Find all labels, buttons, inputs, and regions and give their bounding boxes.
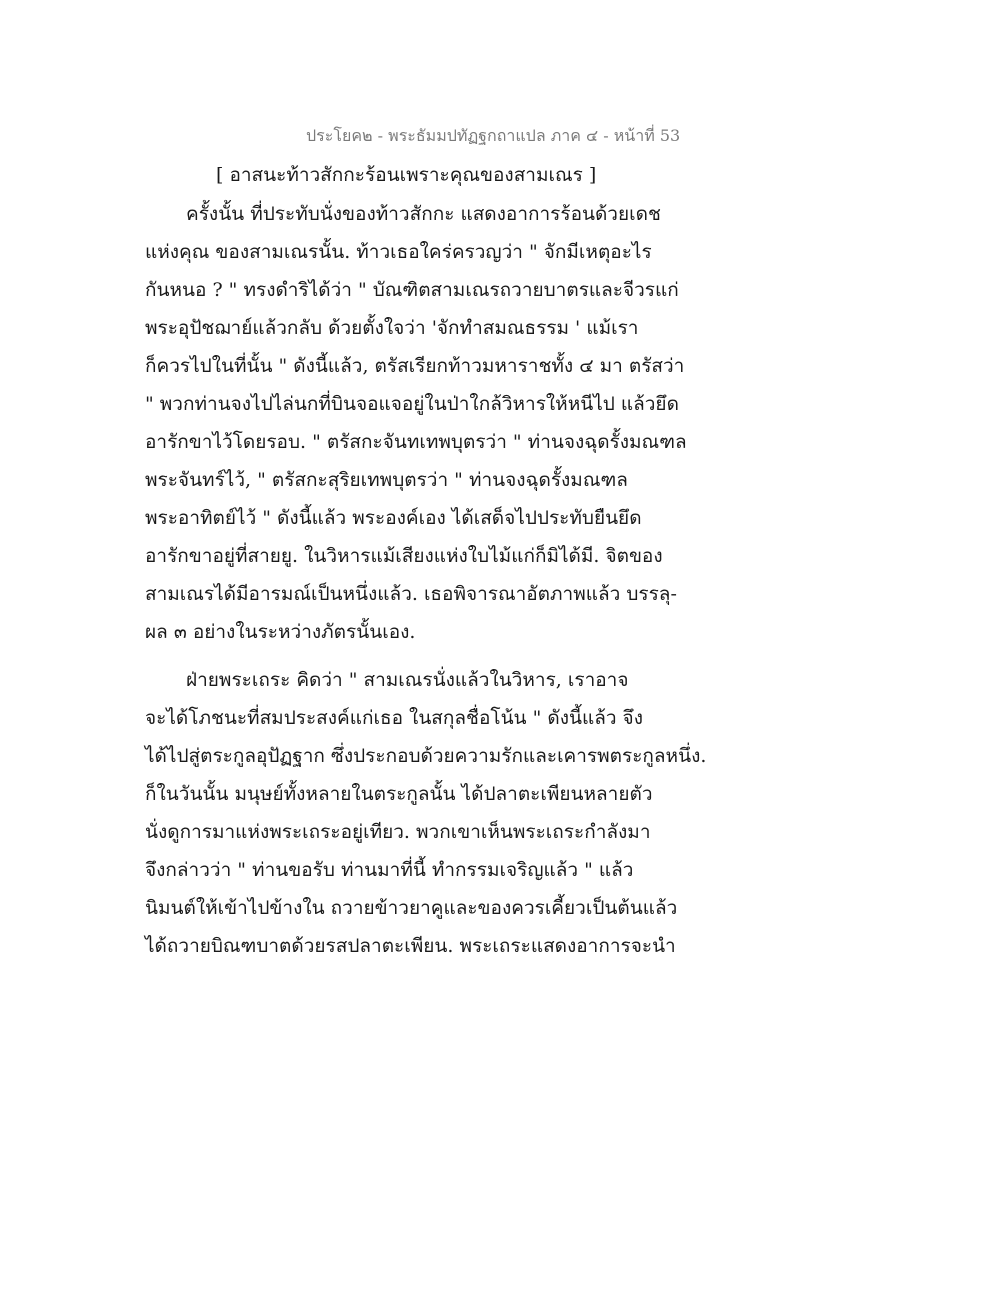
paragraph-line: อารักขาอยู่ที่สายยู. ในวิหารแม้เสียงแห่งใบไม้แก่ก็มิได้มี. จิตของ	[145, 545, 663, 567]
running-header: ประโยค๒ - พระธัมมปทัฏฐกถาแปล ภาค ๔ - หน้าที่ 53	[306, 126, 681, 145]
paragraph-line: พระอาทิตย์ไว้ " ดังนี้แล้ว พระองค์เอง ได้เสด็จไปประทับยืนยึด	[145, 507, 642, 529]
paragraph-line: ผล ๓ อย่างในระหว่างภัตรนั้นเอง.	[145, 621, 416, 643]
paragraph-line: " พวกท่านจงไปไล่นกที่บินจอแจอยู่ในป่าใกล้วิหารให้หนีไป แล้วยึด	[145, 393, 679, 415]
paragraph-line: ก็ควรไปในที่นั้น " ดังนี้แล้ว, ตรัสเรียกท้าวมหาราชทั้ง ๔ มา ตรัสว่า	[145, 355, 685, 377]
paragraph-line: ได้ไปสู่ตระกูลอุปัฏฐาก ซึ่งประกอบด้วยความรักและเคารพตระกูลหนึ่ง.	[145, 745, 707, 767]
paragraph-line: นั่งดูการมาแห่งพระเถระอยู่เทียว. พวกเขาเห็นพระเถระกำลังมา	[145, 821, 651, 843]
paragraph-line: ฝ่ายพระเถระ คิดว่า " สามเณรนั่งแล้วในวิหาร, เราอาจ	[186, 669, 629, 691]
paragraph-line: พระอุปัชฌาย์แล้วกลับ ด้วยตั้งใจว่า 'จักทำสมณธรรม ' แม้เรา	[145, 317, 639, 339]
paragraph-line: นิมนต์ให้เข้าไปข้างใน ถวายข้าวยาคูและของควรเคี้ยวเป็นต้นแล้ว	[145, 897, 678, 919]
paragraph-line: อารักขาไว้โดยรอบ. " ตรัสกะจันทเทพบุตรว่า " ท่านจงฉุดรั้งมณฑล	[145, 431, 687, 453]
paragraph-line: จะได้โภชนะที่สมประสงค์แก่เธอ ในสกุลชื่อโน้น " ดังนี้แล้ว จึง	[145, 707, 643, 729]
paragraph-line: สามเณรได้มีอารมณ์เป็นหนึ่งแล้ว. เธอพิจารณาอัตภาพแล้ว บรรลุ-	[145, 583, 677, 605]
paragraph-line: จึงกล่าวว่า " ท่านขอรับ ท่านมาที่นี้ ทำกรรมเจริญแล้ว " แล้ว	[145, 859, 634, 881]
paragraph-line: ก็ในวันนั้น มนุษย์ทั้งหลายในตระกูลนั้น ได้ปลาตะเพียนหลายตัว	[145, 783, 653, 805]
paragraph-line: ได้ถวายบิณฑบาตด้วยรสปลาตะเพียน. พระเถระแสดงอาการจะนำ	[145, 935, 676, 957]
paragraph-line: พระจันทร์ไว้, " ตรัสกะสุริยเทพบุตรว่า " ท่านจงฉุดรั้งมณฑล	[145, 469, 628, 491]
paragraph-line: ครั้งนั้น ที่ประทับนั่งของท้าวสักกะ แสดงอาการร้อนด้วยเดช	[186, 203, 661, 225]
paragraph-line: กันหนอ ? " ทรงดำริได้ว่า " บัณฑิตสามเณรถวายบาตรและจีวรแก่	[145, 279, 679, 301]
paragraph-line: แห่งคุณ ของสามเณรนั้น. ท้าวเธอใคร่ครวญว่า " จักมีเหตุอะไร	[145, 241, 652, 263]
section-heading: [ อาสนะท้าวสักกะร้อนเพราะคุณของสามเณร ]	[216, 164, 597, 186]
